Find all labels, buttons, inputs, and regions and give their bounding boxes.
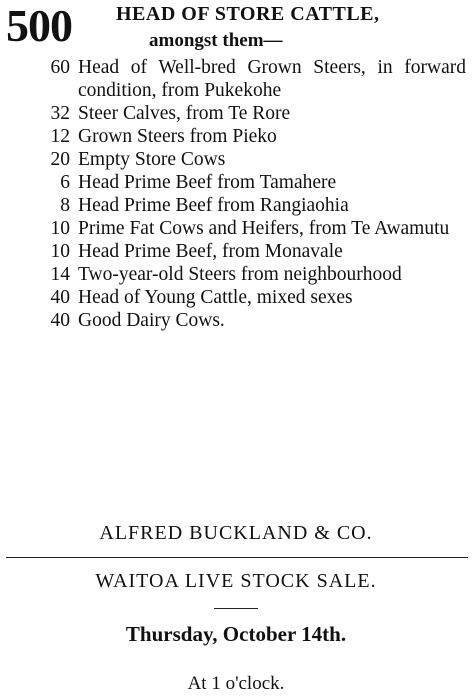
- list-item: [0, 148, 472, 171]
- item-quantity: 60: [50, 57, 70, 78]
- item-description: Head Prime Beef from Tamahere: [78, 172, 337, 193]
- item-description: Prime Fat Cows and Heifers, from Te Awamutu: [78, 218, 450, 239]
- sale-date: Thursday, October 14th.: [125, 622, 347, 646]
- headline-block: [6, 0, 472, 60]
- list-item: [0, 309, 472, 332]
- item-description: Head Prime Beef from Rangiaohia: [78, 195, 349, 216]
- item-quantity: 12: [50, 126, 70, 147]
- short-divider: [214, 608, 258, 609]
- list-item: [0, 171, 472, 194]
- item-quantity: 10: [50, 218, 70, 239]
- item-description: Good Dairy Cows.: [78, 310, 225, 331]
- item-quantity: 10: [50, 241, 70, 262]
- item-description: Two-year-old Steers from neighbourhood: [78, 264, 402, 285]
- list-item: [0, 286, 472, 309]
- sale-time: At 1 o'clock.: [187, 673, 285, 694]
- item-description: Head of Well-bred Grown Steers, in forward condition, from Pukekohe: [78, 57, 466, 101]
- item-quantity: 6: [60, 172, 70, 193]
- item-description: Empty Store Cows: [78, 149, 226, 170]
- list-item: [0, 102, 472, 125]
- item-description: Steer Calves, from Te Rore: [78, 103, 291, 124]
- item-description: Head Prime Beef, from Monavale: [78, 241, 343, 262]
- list-item: [0, 125, 472, 148]
- list-item: [0, 217, 472, 240]
- item-quantity: 32: [50, 103, 70, 124]
- sale-title: WAITOA LIVE STOCK SALE.: [95, 570, 377, 592]
- subheadline: amongst them—: [149, 30, 283, 51]
- item-quantity: 20: [50, 149, 70, 170]
- list-item: [0, 240, 472, 263]
- headline: HEAD OF STORE CATTLE,: [116, 3, 380, 25]
- head-count: 500: [6, 0, 72, 51]
- list-item: [0, 263, 472, 286]
- firm-name: ALFRED BUCKLAND & CO.: [99, 522, 373, 544]
- list-item: [0, 56, 472, 102]
- item-quantity: 8: [60, 195, 70, 216]
- divider-rule: [6, 557, 468, 558]
- item-description: Head of Young Cattle, mixed sexes: [78, 287, 353, 308]
- item-quantity: 14: [50, 264, 70, 285]
- item-quantity: 40: [50, 310, 70, 331]
- item-description: Grown Steers from Pieko: [78, 126, 277, 147]
- cattle-list: [0, 56, 472, 332]
- item-quantity: 40: [50, 287, 70, 308]
- list-item: [0, 194, 472, 217]
